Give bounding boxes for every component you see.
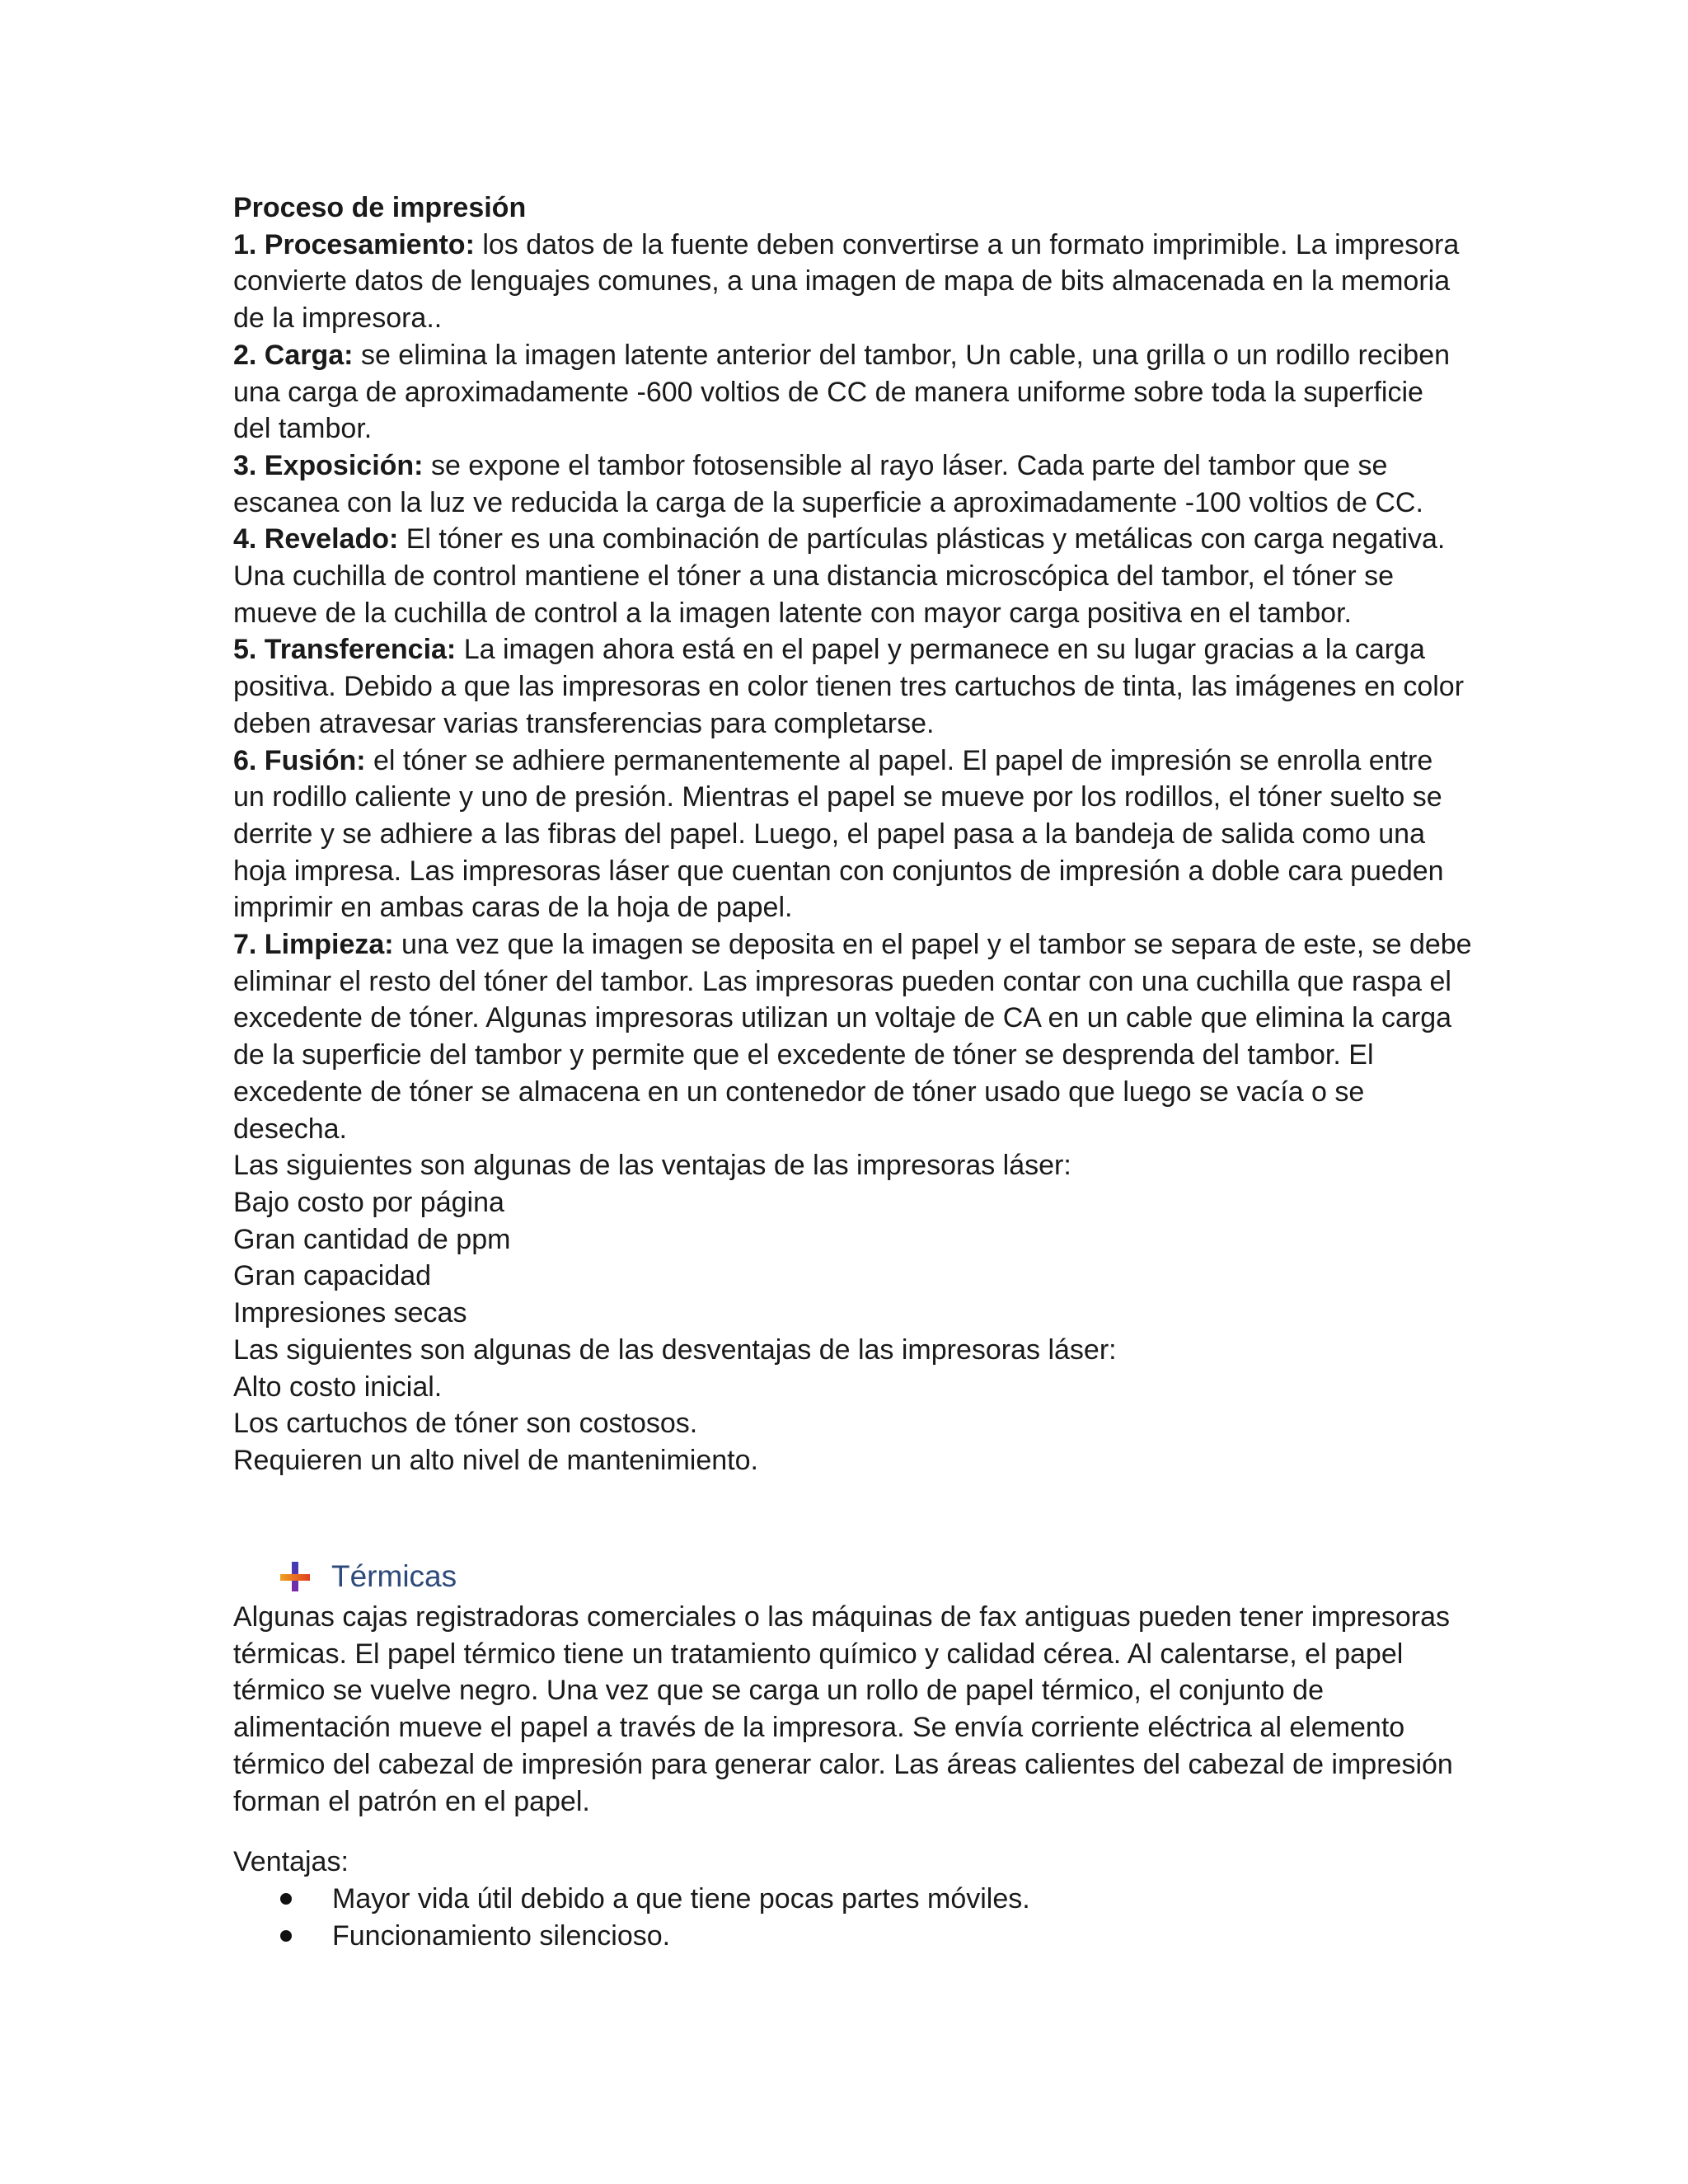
termicas-ventajas-list: [280, 1881, 1030, 1954]
step-5-line-1: 5. Transferencia: La imagen ahora está en el papel y permanece en su lugar gracias a la carga: [233, 634, 1425, 666]
advantage-item: Gran capacidad: [233, 1260, 432, 1292]
step-7-line-1: 7. Limpieza: una vez que la imagen se deposita en el papel y el tambor se separa de este, se debe: [233, 929, 1472, 961]
termicas-heading: [280, 1556, 457, 1597]
step-7-line-5: excedente de tóner se almacena en un contenedor de tóner usado que luego se vacía o se: [233, 1076, 1365, 1108]
termicas-line-4: alimentación mueve el papel a través de la impresora. Se envía corriente eléctrica al elemento: [233, 1712, 1405, 1744]
termicas-line-3: térmico se vuelve negro. Una vez que se carga un rollo de papel térmico, el conjunto de: [233, 1675, 1324, 1707]
step-1-label: 1. Procesamiento:: [233, 228, 475, 260]
step-4-label: 4. Revelado:: [233, 523, 399, 555]
step-7-label: 7. Limpieza:: [233, 929, 394, 961]
disadvantage-item: Alto costo inicial.: [233, 1371, 443, 1403]
disadvantages-intro: Las siguientes son algunas de las desventajas de las impresoras láser:: [233, 1333, 1117, 1366]
cross-bullet-icon: [280, 1562, 310, 1591]
advantage-item: Impresiones secas: [233, 1297, 467, 1329]
advantage-item: Bajo costo por página: [233, 1186, 504, 1218]
termicas-line-1: Algunas cajas registradoras comerciales o las máquinas de fax antiguas pueden tener impresoras: [233, 1601, 1451, 1633]
step-7-line-6: desecha.: [233, 1113, 347, 1145]
step-5-label: 5. Transferencia:: [233, 634, 457, 666]
bullet-icon: [280, 1930, 292, 1942]
bullet-icon: [280, 1893, 292, 1905]
termicas-line-6: forman el patrón en el papel.: [233, 1785, 590, 1817]
section-title: Proceso de impresión: [233, 192, 527, 223]
step-4-line-3: mueve de la cuchilla de control a la imagen latente con mayor carga positiva en el tambor.: [233, 597, 1352, 629]
step-2-label: 2. Carga:: [233, 339, 354, 371]
list-item: Mayor vida útil debido a que tiene pocas partes móviles.: [280, 1881, 1030, 1918]
step-2-line-1: 2. Carga: se elimina la imagen latente anterior del tambor, Un cable, una grilla o un rodillo reciben: [233, 339, 1451, 371]
step-6-line-3: derrite y se adhiere a las fibras del papel. Luego, el papel pasa a la bandeja de salida como una: [233, 818, 1425, 850]
disadvantage-item: Los cartuchos de tóner son costosos.: [233, 1408, 698, 1440]
step-2-line-2: una carga de aproximadamente -600 voltios de CC de manera uniforme sobre toda la superficie: [233, 376, 1423, 408]
termicas-paragraph: [233, 1599, 1470, 1820]
laser-process-section: [233, 190, 1470, 1479]
step-6-line-1: 6. Fusión: el tóner se adhiere permanentemente al papel. El papel de impresión se enrolla entre: [233, 744, 1433, 776]
step-6-line-4: hoja impresa. Las impresoras láser que cuentan con conjuntos de impresión a doble cara pueden: [233, 855, 1444, 887]
step-4-line-1: 4. Revelado: El tóner es una combinación de partículas plásticas y metálicas con carga negativa.: [233, 523, 1446, 555]
step-1-line-1: 1. Procesamiento: los datos de la fuente deben convertirse a un formato imprimible. La impresora: [233, 228, 1460, 260]
step-6-line-5: imprimir en ambas caras de la hoja de papel.: [233, 892, 793, 924]
termicas-line-5: térmico del cabezal de impresión para generar calor. Las áreas calientes del cabezal de impresión: [233, 1748, 1453, 1780]
step-1-line-3: de la impresora..: [233, 302, 443, 335]
step-3-label: 3. Exposición:: [233, 449, 424, 481]
step-7-line-2: eliminar el resto del tóner del tambor. Las impresoras pueden contar con una cuchilla que raspa el: [233, 965, 1451, 997]
step-2-line-3: del tambor.: [233, 413, 373, 445]
step-7-line-4: de la superficie del tambor y permite que el excedente de tóner se desprenda del tambor. El: [233, 1039, 1374, 1071]
disadvantage-item: Requieren un alto nivel de mantenimiento.: [233, 1444, 758, 1476]
step-5-line-2: positiva. Debido a que las impresoras en color tienen tres cartuchos de tinta, las imágenes en color: [233, 671, 1465, 703]
step-6-label: 6. Fusión:: [233, 744, 366, 776]
step-6-line-2: un rodillo caliente y uno de presión. Mientras el papel se mueve por los rodillos, el tóner suelto se: [233, 781, 1442, 813]
list-item: Funcionamiento silencioso.: [280, 1918, 1030, 1955]
advantage-item: Gran cantidad de ppm: [233, 1223, 511, 1255]
termicas-line-2: térmicas. El papel térmico tiene un tratamiento químico y calidad cérea. Al calentarse, el papel: [233, 1638, 1404, 1670]
step-1-line-2: convierte datos de lenguajes comunes, a una imagen de mapa de bits almacenada en la memoria: [233, 265, 1451, 298]
step-3-line-2: escanea con la luz ve reducida la carga de la superficie a aproximadamente -100 voltios de CC.: [233, 486, 1423, 518]
termicas-heading-text: Térmicas: [331, 1559, 457, 1593]
step-3-line-1: 3. Exposición: se expone el tambor fotosensible al rayo láser. Cada parte del tambor que se: [233, 449, 1388, 481]
termicas-ventajas-label: Ventajas:: [233, 1846, 349, 1877]
advantages-intro: Las siguientes son algunas de las ventajas de las impresoras láser:: [233, 1150, 1071, 1182]
step-7-line-3: excedente de tóner. Algunas impresoras utilizan un voltaje de CA en un cable que elimina la carga: [233, 1002, 1452, 1034]
step-4-line-2: Una cuchilla de control mantiene el tóner a una distancia microscópica del tambor, el tóner se: [233, 560, 1394, 593]
step-5-line-3: deben atravesar varias transferencias para completarse.: [233, 707, 935, 739]
